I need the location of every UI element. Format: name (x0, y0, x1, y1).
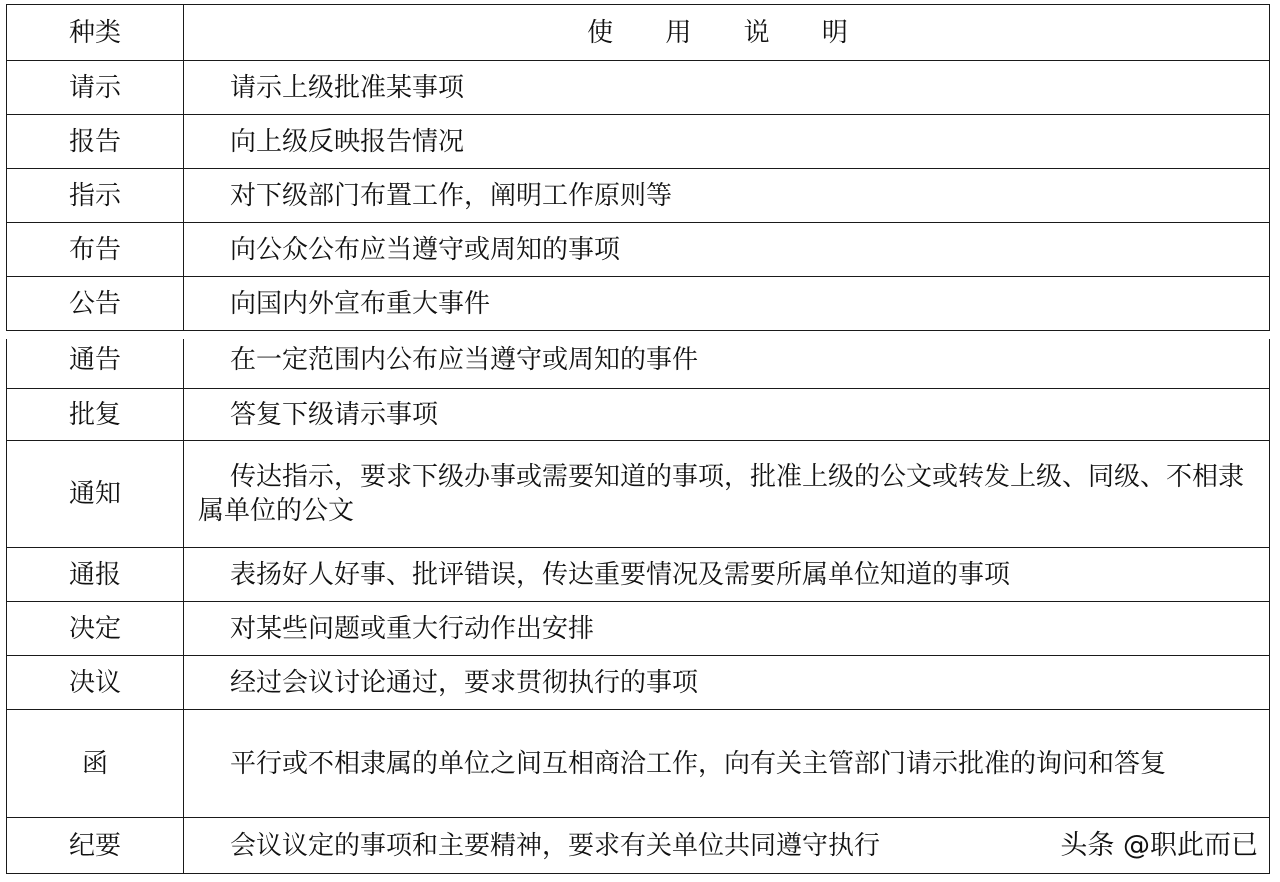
row-desc: 向国内外宣布重大事件 (184, 277, 1270, 331)
table-row (7, 61, 1270, 115)
header-desc: 使 用 说 明 (184, 5, 1270, 61)
watermark: 头条 @职此而已 (1056, 823, 1262, 862)
row-desc: 经过会议讨论通过，要求贯彻执行的事项 (184, 656, 1270, 710)
table-row (7, 389, 1270, 441)
table-row (7, 223, 1270, 277)
row-kind: 公告 (7, 277, 184, 331)
row-desc: 在一定范围内公布应当遵守或周知的事件 (184, 331, 1270, 389)
row-desc: 传达指示，要求下级办事或需要知道的事项，批准上级的公文或转发上级、同级、不相隶属单位的公文 (184, 441, 1270, 548)
row-kind: 请示 (7, 61, 184, 115)
row-kind: 通告 (7, 331, 184, 389)
row-kind: 布告 (7, 223, 184, 277)
row-desc: 答复下级请示事项 (184, 389, 1270, 441)
row-kind: 纪要 (7, 818, 184, 874)
row-kind: 决定 (7, 602, 184, 656)
table-row (7, 115, 1270, 169)
table-row (7, 441, 1270, 548)
table-header-row (7, 5, 1270, 61)
table-row (7, 710, 1270, 818)
document-types-table (6, 4, 1270, 874)
table-row (7, 169, 1270, 223)
row-desc: 对下级部门布置工作，阐明工作原则等 (184, 169, 1270, 223)
row-desc: 对某些问题或重大行动作出安排 (184, 602, 1270, 656)
header-kind: 种类 (7, 5, 184, 61)
row-kind: 指示 (7, 169, 184, 223)
table-row (7, 656, 1270, 710)
row-kind: 决议 (7, 656, 184, 710)
row-desc: 向公众公布应当遵守或周知的事项 (184, 223, 1270, 277)
table-row (7, 277, 1270, 331)
row-kind: 函 (7, 710, 184, 818)
row-desc: 会议议定的事项和主要精神，要求有关单位共同遵守执行 (184, 818, 1270, 874)
row-desc: 请示上级批准某事项 (184, 61, 1270, 115)
row-kind: 通报 (7, 548, 184, 602)
scan-gap-divider (0, 331, 1280, 339)
row-desc: 向上级反映报告情况 (184, 115, 1270, 169)
table-row (7, 602, 1270, 656)
row-kind: 通知 (7, 441, 184, 548)
row-kind: 批复 (7, 389, 184, 441)
row-kind: 报告 (7, 115, 184, 169)
row-desc: 平行或不相隶属的单位之间互相商洽工作，向有关主管部门请示批准的询问和答复 (184, 710, 1270, 818)
table-row (7, 548, 1270, 602)
table-row (7, 331, 1270, 389)
row-desc: 表扬好人好事、批评错误，传达重要情况及需要所属单位知道的事项 (184, 548, 1270, 602)
